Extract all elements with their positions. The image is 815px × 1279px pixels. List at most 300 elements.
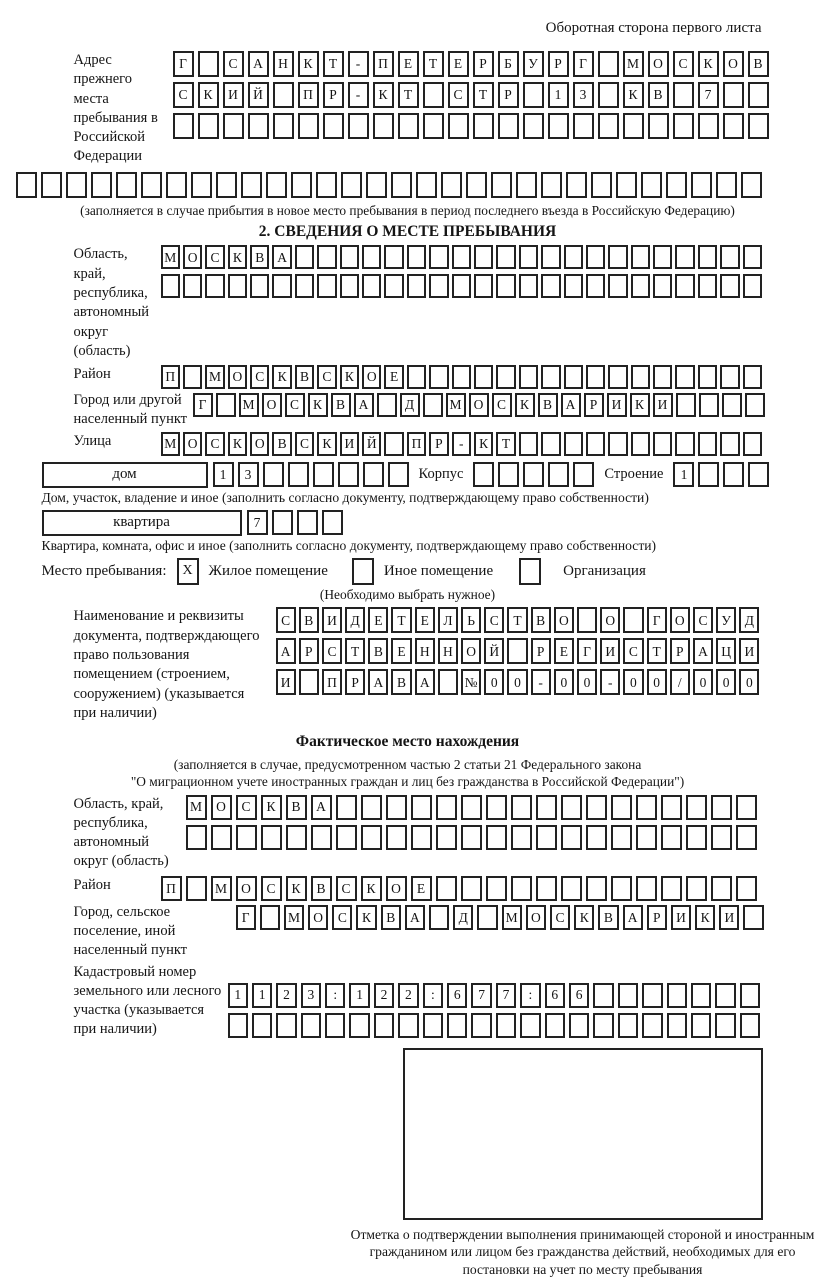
char-cell (573, 462, 594, 487)
char-cell: С (223, 51, 244, 77)
char-cell (205, 274, 224, 298)
char-cell: Е (411, 876, 432, 901)
char-cell: Т (647, 638, 667, 664)
char-cell: О (600, 607, 620, 633)
apartment-note: Квартира, комната, офис и иное (заполнить согласно документу, подтверждающему право собственности) (42, 538, 808, 554)
char-cell (228, 274, 247, 298)
region-row-2 (161, 274, 763, 298)
char-cell: А (415, 669, 435, 695)
char-cell: О (670, 607, 690, 633)
char-cell (519, 432, 538, 456)
actual-location-note-2: "О миграционном учете иностранных граждан и лиц без гражданства в Российской Федерации") (8, 774, 808, 791)
char-cell: М (205, 365, 224, 389)
char-cell (653, 432, 672, 456)
char-cell (548, 113, 569, 139)
char-cell: Р (670, 638, 690, 664)
char-cell (586, 876, 607, 901)
stay-option-organization-label: Организация (563, 563, 646, 580)
char-cell (496, 365, 515, 389)
char-cell (623, 607, 643, 633)
char-cell: - (348, 51, 369, 77)
char-cell: - (600, 669, 620, 695)
char-cell: О (183, 432, 202, 456)
char-cell: П (298, 82, 319, 108)
char-cell: Е (415, 607, 435, 633)
char-cell (348, 113, 369, 139)
char-cell (416, 172, 437, 198)
char-cell: К (373, 82, 394, 108)
char-cell (561, 876, 582, 901)
char-cell (286, 825, 307, 850)
char-cell (272, 510, 293, 535)
char-cell (686, 825, 707, 850)
char-cell (564, 274, 583, 298)
char-cell: Ц (716, 638, 736, 664)
char-cell: О (386, 876, 407, 901)
char-cell: Е (368, 607, 388, 633)
cadastre-row-1 (228, 983, 761, 1008)
char-cell (429, 365, 448, 389)
char-cell (653, 365, 672, 389)
char-cell (516, 172, 537, 198)
char-cell (423, 393, 443, 417)
char-cell (261, 825, 282, 850)
char-cell: М (161, 432, 180, 456)
char-cell: Т (507, 607, 527, 633)
cadastre-rows (228, 983, 761, 1038)
char-cell (336, 795, 357, 820)
char-cell (666, 172, 687, 198)
stroenie-label: Строение (599, 466, 668, 483)
actual-location-title: Фактическое место нахождения (8, 733, 808, 751)
char-cell: 1 (252, 983, 272, 1008)
actual-district-label: Район (74, 876, 159, 895)
char-cell (474, 274, 493, 298)
char-cell: У (716, 607, 736, 633)
char-cell (91, 172, 112, 198)
char-cell: К (228, 245, 247, 269)
char-cell: С (550, 905, 570, 930)
char-cell (608, 245, 627, 269)
prev-address-label: Адрес прежнего места пребывания в Российской Федерации (74, 51, 171, 167)
char-cell (699, 393, 719, 417)
char-cell: О (262, 393, 282, 417)
char-cell: 7 (471, 983, 491, 1008)
char-cell (423, 113, 444, 139)
char-cell (496, 1013, 516, 1038)
char-cell (241, 172, 262, 198)
char-cell (173, 113, 194, 139)
char-cell: О (461, 638, 481, 664)
char-cell (608, 274, 627, 298)
char-cell (523, 462, 544, 487)
cadastre-block (8, 963, 808, 1040)
char-cell: Г (236, 905, 256, 930)
char-cell (631, 365, 650, 389)
char-cell: 6 (447, 983, 467, 1008)
char-cell (723, 82, 744, 108)
char-cell (561, 825, 582, 850)
char-cell (423, 82, 444, 108)
char-cell: : (325, 983, 345, 1008)
confirmation-mark-box (403, 1048, 763, 1220)
char-cell (720, 365, 739, 389)
char-cell: М (186, 795, 207, 820)
char-cell (741, 172, 762, 198)
char-cell: А (276, 638, 296, 664)
actual-region-rows (186, 795, 757, 850)
char-cell (384, 245, 403, 269)
char-cell: С (261, 876, 282, 901)
stroenie-row (673, 462, 769, 487)
char-cell: 3 (238, 462, 259, 487)
char-cell: В (538, 393, 558, 417)
char-cell (391, 172, 412, 198)
char-cell: Р (345, 669, 365, 695)
char-cell (362, 274, 381, 298)
char-cell (598, 82, 619, 108)
prev-address-row-2 (173, 82, 769, 108)
char-cell: Т (391, 607, 411, 633)
char-cell (41, 172, 62, 198)
char-cell (374, 1013, 394, 1038)
char-cell (667, 1013, 687, 1038)
region-rows (161, 245, 763, 298)
char-cell (715, 1013, 735, 1038)
prev-address-block (8, 51, 808, 167)
char-cell: И (653, 393, 673, 417)
char-cell: 0 (554, 669, 574, 695)
char-cell (486, 795, 507, 820)
char-cell (373, 113, 394, 139)
char-cell (407, 245, 426, 269)
char-cell: 0 (693, 669, 713, 695)
char-cell: Л (438, 607, 458, 633)
char-cell: И (739, 638, 759, 664)
char-cell (316, 172, 337, 198)
char-cell (631, 432, 650, 456)
char-cell (686, 876, 707, 901)
char-cell: М (623, 51, 644, 77)
document-label: Наименование и реквизиты документа, подтверждающего право пользования помещением (строением, сооружением) (указывается при наличии) (74, 607, 271, 723)
confirmation-area (403, 1048, 763, 1279)
char-cell (477, 905, 497, 930)
char-cell: К (698, 51, 719, 77)
char-cell (740, 983, 760, 1008)
char-cell: 6 (569, 983, 589, 1008)
char-cell (564, 365, 583, 389)
document-rows (276, 607, 760, 695)
char-cell: К (630, 393, 650, 417)
char-cell (398, 1013, 418, 1038)
char-cell (386, 795, 407, 820)
char-cell (486, 825, 507, 850)
char-cell (295, 274, 314, 298)
char-cell (723, 113, 744, 139)
char-cell (340, 245, 359, 269)
char-cell: Р (498, 82, 519, 108)
char-cell (611, 876, 632, 901)
char-cell: К (515, 393, 535, 417)
char-cell: М (284, 905, 304, 930)
char-cell (611, 795, 632, 820)
char-cell (691, 983, 711, 1008)
char-cell (291, 172, 312, 198)
char-cell (743, 432, 762, 456)
document-row-3 (276, 669, 760, 695)
char-cell: П (161, 876, 182, 901)
char-cell (566, 172, 587, 198)
char-cell: 2 (374, 983, 394, 1008)
char-cell (661, 825, 682, 850)
char-cell (653, 274, 672, 298)
char-cell (276, 1013, 296, 1038)
char-cell (338, 462, 359, 487)
char-cell: 3 (573, 82, 594, 108)
char-cell (648, 113, 669, 139)
char-cell: В (368, 638, 388, 664)
char-cell (452, 365, 471, 389)
char-cell (711, 795, 732, 820)
char-cell (541, 432, 560, 456)
char-cell (743, 274, 762, 298)
char-cell (698, 274, 717, 298)
char-cell: К (574, 905, 594, 930)
stay-option-other-label: Иное помещение (384, 563, 493, 580)
char-cell (586, 432, 605, 456)
char-cell: 2 (398, 983, 418, 1008)
form-back-page (8, 0, 808, 1180)
char-cell (299, 669, 319, 695)
cadastre-label: Кадастровый номер земельного или лесного участка (указывается при наличии) (74, 963, 224, 1040)
char-cell (748, 113, 769, 139)
actual-region-label: Область, край, республика, автономный округ (область) (74, 795, 182, 872)
char-cell: О (554, 607, 574, 633)
stay-place-label: Место пребывания: (42, 563, 167, 580)
char-cell: В (381, 905, 401, 930)
char-cell: С (295, 432, 314, 456)
char-cell (519, 274, 538, 298)
char-cell: В (311, 876, 332, 901)
char-cell (743, 245, 762, 269)
char-cell: Р (473, 51, 494, 77)
char-cell: С (173, 82, 194, 108)
char-cell: В (299, 607, 319, 633)
char-cell: 0 (577, 669, 597, 695)
char-cell: Г (577, 638, 597, 664)
char-cell: 0 (623, 669, 643, 695)
char-cell: Г (573, 51, 594, 77)
char-cell (564, 245, 583, 269)
char-cell: Т (473, 82, 494, 108)
char-cell: О (236, 876, 257, 901)
street-row (161, 432, 763, 456)
char-cell (611, 825, 632, 850)
char-cell: 2 (276, 983, 296, 1008)
char-cell (661, 795, 682, 820)
char-cell: Й (248, 82, 269, 108)
stay-place-note: (Необходимо выбрать нужное) (8, 587, 808, 604)
char-cell (720, 274, 739, 298)
house-number-row (213, 462, 409, 487)
char-cell (716, 172, 737, 198)
char-cell (691, 172, 712, 198)
char-cell (216, 393, 236, 417)
document-block (8, 607, 808, 723)
char-cell: Р (531, 638, 551, 664)
char-cell: С (673, 51, 694, 77)
char-cell (473, 113, 494, 139)
char-cell (388, 462, 409, 487)
char-cell: Е (391, 638, 411, 664)
char-cell (384, 432, 403, 456)
char-cell (642, 1013, 662, 1038)
char-cell (618, 1013, 638, 1038)
char-cell: К (308, 393, 328, 417)
char-cell: Е (398, 51, 419, 77)
district-block (8, 365, 808, 389)
char-cell (545, 1013, 565, 1038)
char-cell: П (373, 51, 394, 77)
char-cell: И (276, 669, 296, 695)
char-cell: С (317, 365, 336, 389)
char-cell: А (311, 795, 332, 820)
char-cell (496, 245, 515, 269)
char-cell: 1 (213, 462, 234, 487)
char-cell: П (161, 365, 180, 389)
char-cell: С (332, 905, 352, 930)
char-cell (263, 462, 284, 487)
char-cell (273, 113, 294, 139)
char-cell (466, 172, 487, 198)
char-cell (323, 113, 344, 139)
char-cell (186, 825, 207, 850)
char-cell (349, 1013, 369, 1038)
char-cell (618, 983, 638, 1008)
char-cell: 3 (301, 983, 321, 1008)
char-cell (384, 274, 403, 298)
char-cell (471, 1013, 491, 1038)
char-cell (715, 983, 735, 1008)
char-cell (676, 393, 696, 417)
char-cell (653, 245, 672, 269)
char-cell (675, 245, 694, 269)
char-cell (198, 51, 219, 77)
char-cell: Г (647, 607, 667, 633)
char-cell: С (250, 365, 269, 389)
char-cell: 0 (739, 669, 759, 695)
char-cell: О (228, 365, 247, 389)
char-cell: С (205, 245, 224, 269)
char-cell: В (286, 795, 307, 820)
char-cell: В (272, 432, 291, 456)
char-cell (386, 825, 407, 850)
char-cell: : (423, 983, 443, 1008)
char-cell (298, 113, 319, 139)
char-cell: Р (584, 393, 604, 417)
region-block (8, 245, 808, 361)
char-cell: Й (484, 638, 504, 664)
char-cell: Д (345, 607, 365, 633)
char-cell (266, 172, 287, 198)
char-cell (698, 462, 719, 487)
char-cell (436, 825, 457, 850)
house-name-box: дом (42, 462, 208, 488)
char-cell (520, 1013, 540, 1038)
char-cell (698, 365, 717, 389)
char-cell (636, 876, 657, 901)
char-cell (511, 825, 532, 850)
char-cell (691, 1013, 711, 1038)
char-cell (317, 245, 336, 269)
korpus-label: Корпус (414, 466, 469, 483)
char-cell: Е (384, 365, 403, 389)
char-cell: С (236, 795, 257, 820)
char-cell: Й (362, 432, 381, 456)
char-cell (183, 365, 202, 389)
char-cell: В (748, 51, 769, 77)
char-cell: 1 (673, 462, 694, 487)
char-cell (436, 876, 457, 901)
korpus-row (473, 462, 594, 487)
char-cell (311, 825, 332, 850)
char-cell (631, 274, 650, 298)
char-cell: К (198, 82, 219, 108)
char-cell: Д (453, 905, 473, 930)
street-label: Улица (74, 432, 159, 451)
char-cell: В (391, 669, 411, 695)
char-cell (591, 172, 612, 198)
char-cell (711, 825, 732, 850)
char-cell (252, 1013, 272, 1038)
char-cell: М (502, 905, 522, 930)
street-block (8, 432, 808, 456)
char-cell: К (286, 876, 307, 901)
char-cell: С (276, 607, 296, 633)
char-cell (498, 462, 519, 487)
char-cell: Т (423, 51, 444, 77)
char-cell (586, 245, 605, 269)
char-cell (593, 983, 613, 1008)
char-cell: Р (647, 905, 667, 930)
char-cell: Р (548, 51, 569, 77)
char-cell (429, 245, 448, 269)
char-cell: Н (415, 638, 435, 664)
cadastre-row-2 (228, 1013, 761, 1038)
char-cell (686, 795, 707, 820)
char-cell: А (272, 245, 291, 269)
char-cell (361, 795, 382, 820)
char-cell (736, 795, 757, 820)
char-cell (720, 245, 739, 269)
char-cell (407, 365, 426, 389)
stay-option-residential-label: Жилое помещение (209, 563, 328, 580)
char-cell (661, 876, 682, 901)
char-cell: О (308, 905, 328, 930)
char-cell (448, 113, 469, 139)
char-cell (498, 113, 519, 139)
char-cell: В (648, 82, 669, 108)
char-cell (586, 365, 605, 389)
char-cell (407, 274, 426, 298)
char-cell (377, 393, 397, 417)
char-cell: № (461, 669, 481, 695)
char-cell: К (272, 365, 291, 389)
char-cell (297, 510, 318, 535)
char-cell (260, 905, 280, 930)
char-cell: 6 (545, 983, 565, 1008)
char-cell: К (623, 82, 644, 108)
